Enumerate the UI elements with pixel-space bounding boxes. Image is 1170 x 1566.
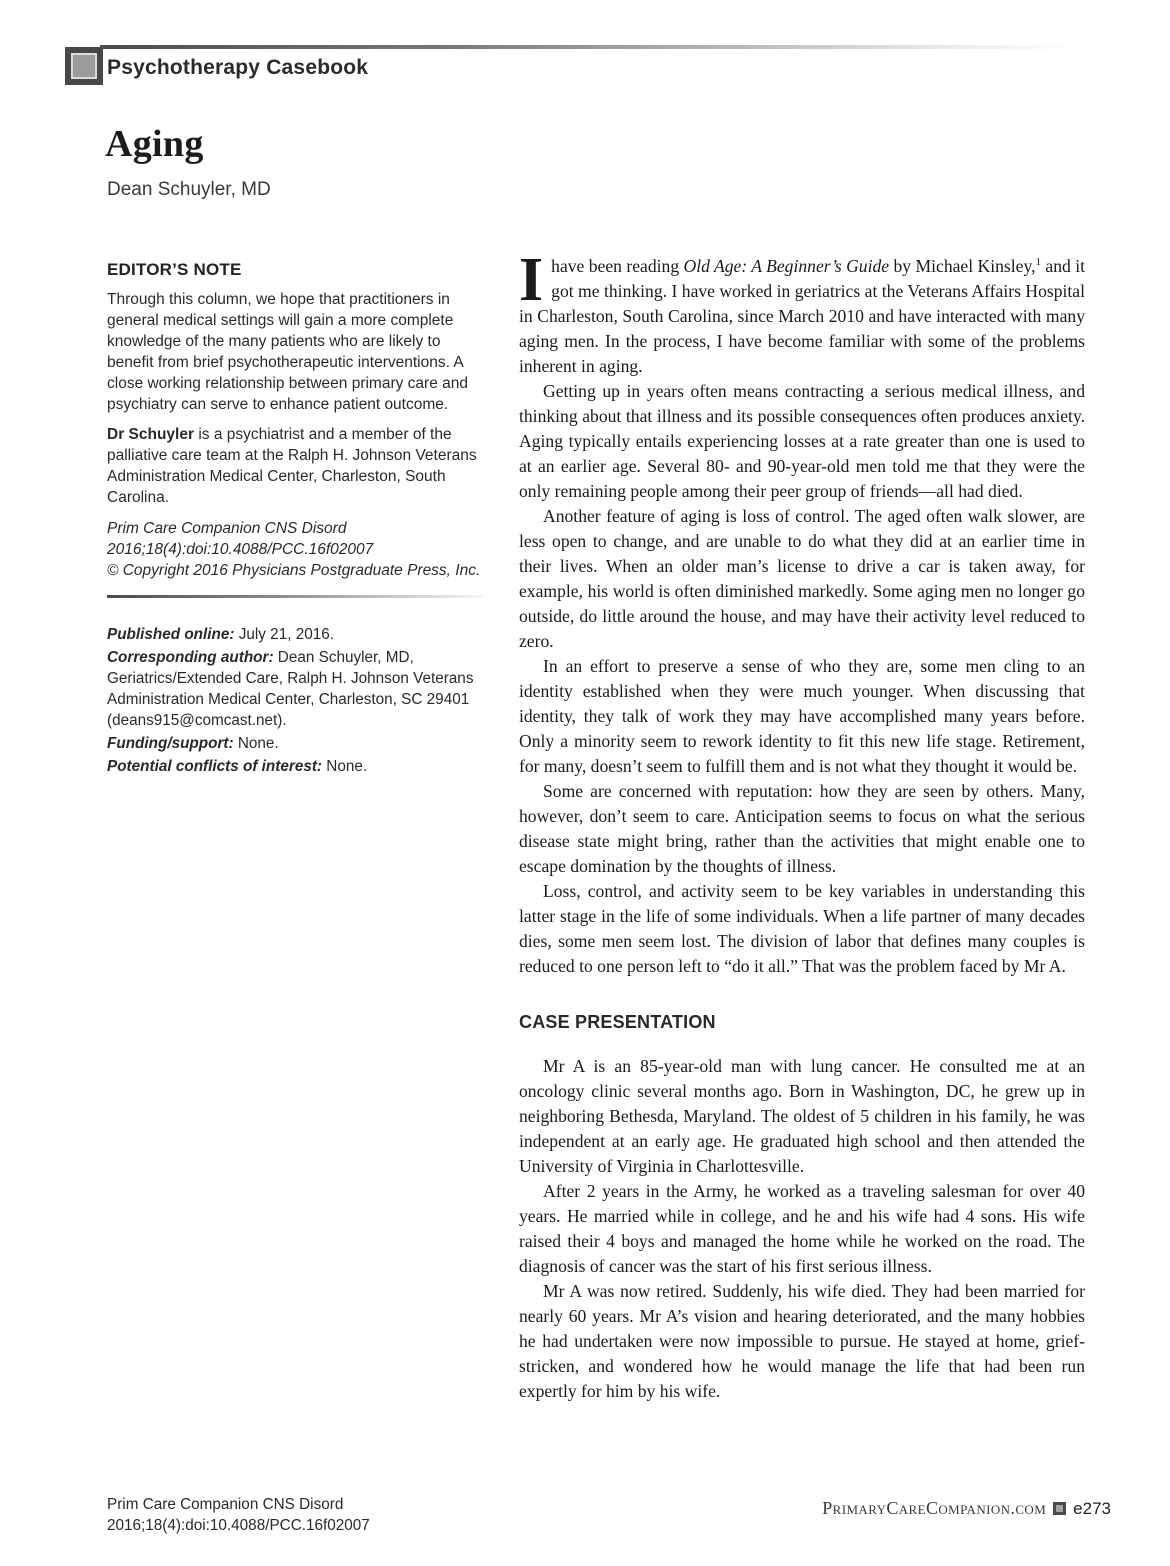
conflicts-of-interest-value: None. xyxy=(322,758,368,775)
editors-note-heading: EDITOR’S NOTE xyxy=(107,260,242,279)
sidebar-divider xyxy=(107,595,482,598)
sidebar-column xyxy=(107,254,482,779)
citation-copyright: © Copyright 2016 Physicians Postgraduate Press, Inc. xyxy=(107,562,481,579)
book-title-italic: Old Age: A Beginner’s Guide xyxy=(683,256,890,276)
case-presentation-heading: CASE PRESENTATION xyxy=(519,1012,716,1032)
citation-doi: 2016;18(4):doi:10.4088/PCC.16f02007 xyxy=(107,541,374,558)
header-rule xyxy=(100,45,1082,49)
reference-superscript: 1 xyxy=(1035,256,1042,269)
corresponding-author-value: Dean Schuyler, MD, Geriatrics/Extended Care, Ralph H. Johnson Veterans Administration Medical Center, Charleston, SC 29401 (deans915@comcast.net). xyxy=(107,649,474,729)
article-column xyxy=(519,246,1085,1404)
body-paragraph: Loss, control, and activity seem to be key variables in understanding this latter stage in the life of some individuals. When a life partner of many decades dies, some men seem lost. The division of labor that defines many couples is reduced to one person left to “do it all.” That was the problem faced by Mr A. xyxy=(519,881,1085,976)
lead-paragraph xyxy=(519,246,1085,379)
author-bio-lead: Dr Schuyler xyxy=(107,426,195,443)
published-online-value: July 21, 2016. xyxy=(234,626,334,643)
body-paragraph: Some are concerned with reputation: how they are seen by others. Many, however, don’t seem to care. Anticipation seems to focus on what the serious disease state might bring, rather than the activities that might enable one to escape domination by the thoughts of illness. xyxy=(519,781,1085,876)
casebook-logo-icon-inner xyxy=(71,53,97,79)
body-paragraph: Another feature of aging is loss of control. The aged often walk slower, are less open to change, and are unable to do what they did at an earlier time in their lives. When an older man’s license to drive a car is taken away, for example, his world is often diminished markedly. Some aging men no longer go outside, do little around the house, and may have their activity level reduced to zero. xyxy=(519,506,1085,651)
citation-block xyxy=(107,518,482,581)
funding-support-label: Funding/support: xyxy=(107,735,234,752)
corresponding-author xyxy=(107,647,482,731)
funding-support-value: None. xyxy=(233,735,279,752)
citation-journal: Prim Care Companion CNS Disord xyxy=(107,520,347,537)
corresponding-author-label: Corresponding author: xyxy=(107,649,274,666)
footer-site-url: PrimaryCareCompanion.com xyxy=(822,1498,1047,1518)
lead-s1: have been reading xyxy=(551,256,684,276)
footer-doi: 2016;18(4):doi:10.4088/PCC.16f02007 xyxy=(107,1517,370,1534)
footer-site-block xyxy=(822,1498,1111,1519)
body-paragraph: Getting up in years often means contracting a serious medical illness, and thinking about that illness and its possible consequences often produces anxiety. Aging typically entails experiencing losses at a rate greater than one is used to at an earlier age. Several 80- and 90-year-old men told me that they were the only remaining people among their peer group of friends—all had died. xyxy=(519,381,1085,501)
case-paragraph: After 2 years in the Army, he worked as a traveling salesman for over 40 years. He married while in college, and he and his wife had 4 sons. His wife raised their 4 boys and managed the home while he worked on the road. The diagnosis of cancer was the start of his first serious illness. xyxy=(519,1181,1085,1276)
two-column-layout xyxy=(107,246,1085,1404)
dropcap: I xyxy=(519,246,544,314)
conflicts-of-interest xyxy=(107,756,482,777)
case-paragraph: Mr A was now retired. Suddenly, his wife died. They had been married for nearly 60 years. Mr A’s vision and hearing deteriorated, and the many hobbies he had undertaken were now impossible to pursue. He stayed at home, grief-stricken, and wondered how he would manage the life that had been run expertly for him by his wife. xyxy=(519,1281,1085,1401)
author-bio-rest: is a psychiatrist and a member of the palliative care team at the Ralph H. Johnson Veterans Administration Medical Center, Charleston, South Carolina. xyxy=(107,426,477,506)
lead-s3: by Michael Kinsley, xyxy=(889,256,1036,276)
page-title: Aging xyxy=(105,123,204,165)
footer-square-icon xyxy=(1053,1502,1066,1515)
footer-page-number: e273 xyxy=(1073,1498,1111,1518)
funding-support xyxy=(107,733,482,754)
author-byline: Dean Schuyler, MD xyxy=(107,179,271,200)
editors-note-body: Through this column, we hope that practitioners in general medical settings will gain a more complete knowledge of the many patients who are likely to benefit from brief psychotherapeutic interventions. A close working relationship between primary care and psychiatry can serve to enhance patient outcome. xyxy=(107,291,468,413)
casebook-logo-icon xyxy=(65,47,103,85)
author-bio xyxy=(107,424,482,508)
case-paragraph: Mr A is an 85-year-old man with lung cancer. He consulted me at an oncology clinic several months ago. Born in Washington, DC, he grew up in neighboring Bethesda, Maryland. The oldest of 5 children in his family, he was independent at an early age. He graduated high school and then attended the University of Virginia in Charlottesville. xyxy=(519,1056,1085,1176)
published-online-label: Published online: xyxy=(107,626,235,643)
footer-citation xyxy=(107,1494,370,1536)
conflicts-of-interest-label: Potential conflicts of interest: xyxy=(107,758,323,775)
footer-journal-name: Prim Care Companion CNS Disord xyxy=(107,1496,344,1513)
body-paragraph: In an effort to preserve a sense of who they are, some men cling to an identity established when they were much younger. When discussing that identity, they talk of work they may have accomplished many years before. Only a minority seem to rework identity to fit this new life stage. Retirement, for many, doesn’t seem to fulfill them and is not what they thought it would be. xyxy=(519,656,1085,776)
footer-square-icon-inner xyxy=(1056,1505,1063,1512)
section-label: Psychotherapy Casebook xyxy=(107,56,369,79)
published-online xyxy=(107,624,482,645)
lead-s4: and it got me thinking. I have worked in geriatrics at the Veterans Affairs Hospital in Charleston, South Carolina, since March 2010 and have interacted with many aging men. In the process, I have become familiar with some of the problems inherent in aging. xyxy=(519,256,1085,376)
